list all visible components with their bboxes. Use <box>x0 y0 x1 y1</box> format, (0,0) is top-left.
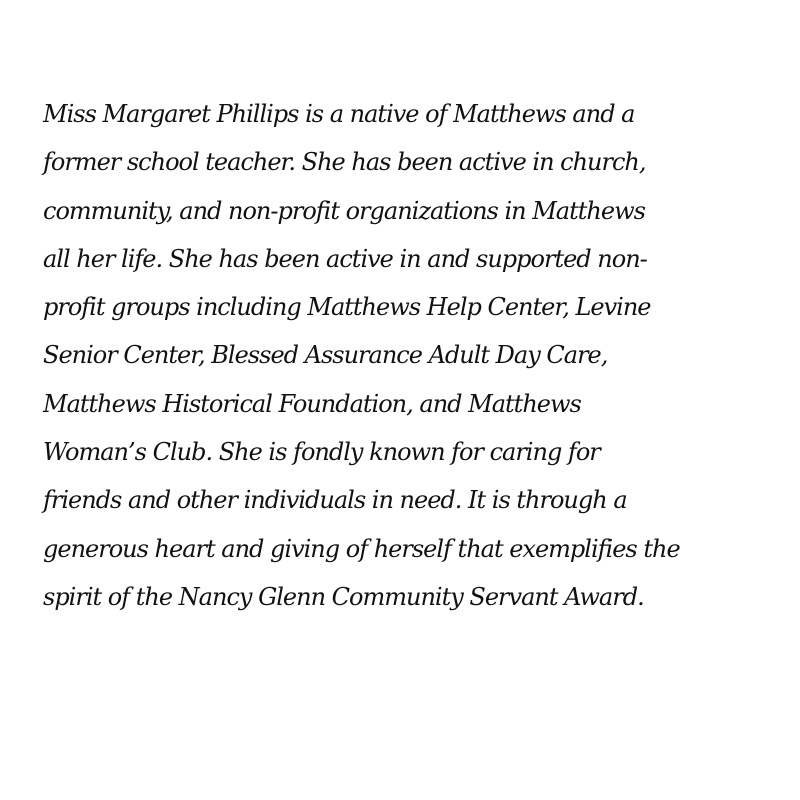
bio-line: profit groups including Matthews Help Center, Levine <box>43 293 651 322</box>
bio-paragraph <box>43 90 783 621</box>
bio-line: spirit of the Nancy Glenn Community Servant Award. <box>43 582 644 611</box>
bio-line: Senior Center, Blessed Assurance Adult Day Care, <box>43 341 608 370</box>
bio-line: all her life. She has been active in and supported non- <box>43 244 647 273</box>
bio-line: Matthews Historical Foundation, and Matthews <box>43 389 581 418</box>
bio-line: generous heart and giving of herself that exemplifies the <box>43 534 680 563</box>
bio-line: community, and non-profit organizations in Matthews <box>43 196 645 225</box>
bio-line: Woman’s Club. She is fondly known for caring for <box>43 438 600 467</box>
bio-line: Miss Margaret Phillips is a native of Matthews and a <box>43 100 635 128</box>
bio-line: friends and other individuals in need. It is through a <box>43 486 627 515</box>
bio-line: former school teacher. She has been active in church, <box>43 148 646 177</box>
